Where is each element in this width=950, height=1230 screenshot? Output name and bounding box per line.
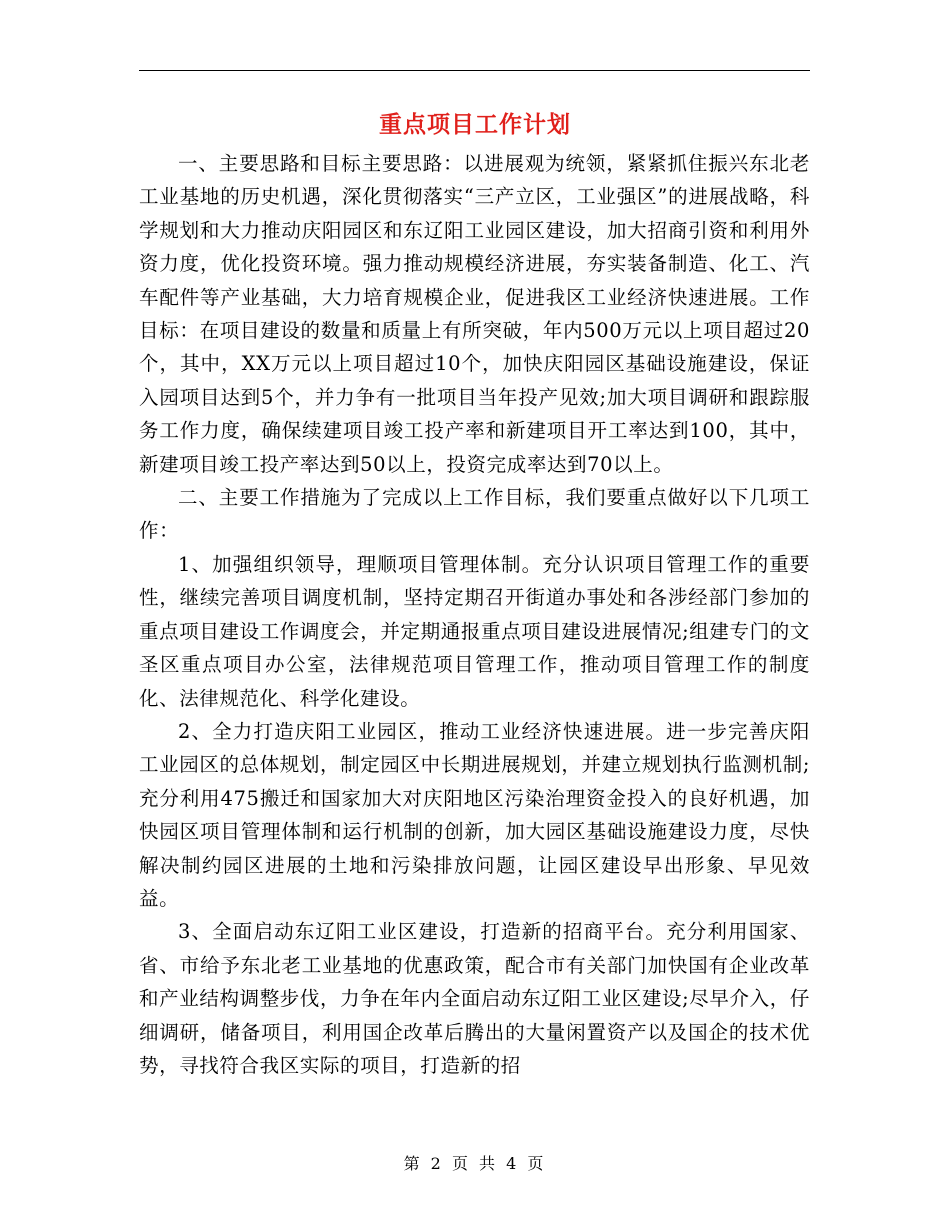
paragraph-item-3: 3、全面启动东辽阳工业区建设，打造新的招商平台。充分利用国家、省、市给予东北老工业基地的优惠政策，配合市有关部门加快国有企业改革和产业结构调整步伐，力争在年内全面启动东辽阳工业区建设;尽早介入，仔细调研，储备项目，利用国企改革后腾出的大量闲置资产以及国企的技术优势，寻找符合我区实际的项目，打造新的招 xyxy=(139,920,810,1077)
document-title: 重点项目工作计划 xyxy=(379,111,571,138)
paragraph-work-measures: 二、主要工作措施为了完成以上工作目标，我们要重点做好以下几项工作： xyxy=(139,486,810,543)
document-body xyxy=(139,147,810,1082)
paragraph-item-2: 2、全力打造庆阳工业园区，推动工业经济快速进展。进一步完善庆阳工业园区的总体规划，制定园区中长期进展规划，并建立规划执行监测机制;充分利用475搬迁和国家加大对庆阳地区污染治理资金投入的良好机遇，加快园区项目管理体制和运行机制的创新，加大园区基础设施建设力度，尽快解决制约园区进展的土地和污染排放问题，让园区建设早出形象、早见效益。 xyxy=(139,719,810,910)
paragraph-main-ideas: 一、主要思路和目标主要思路：以进展观为统领，紧紧抓住振兴东北老工业基地的历史机遇，深化贯彻落实“三产立区，工业强区”的进展战略，科学规划和大力推动庆阳园区和东辽阳工业园区建设，加大招商引资和利用外资力度，优化投资环境。强力推动规模经济进展，夯实装备制造、化工、汽车配件等产业基础，大力培育规模企业，促进我区工业经济快速进展。工作目标：在项目建设的数量和质量上有所突破，年内500万元以上项目超过20个，其中，XX万元以上项目超过10个，加快庆阳园区基础设施建设，保证入园项目达到5个，并力争有一批项目当年投产见效;加大项目调研和跟踪服务工作力度，确保续建项目竣工投产率和新建项目开工率达到100，其中，新建项目竣工投产率达到50以上，投资完成率达到70以上。 xyxy=(139,152,810,476)
paragraph-item-1: 1、加强组织领导，理顺项目管理体制。充分认识项目管理工作的重要性，继续完善项目调度机制，坚持定期召开街道办事处和各涉经部门参加的重点项目建设工作调度会，并定期通报重点项目建设进展情况;组建专门的文圣区重点项目办公室，法律规范项目管理工作，推动项目管理工作的制度化、法律规范化、科学化建设。 xyxy=(139,552,810,710)
header-rule xyxy=(139,70,810,71)
page-number-footer: 第 2 页 共 4 页 xyxy=(403,1154,547,1173)
